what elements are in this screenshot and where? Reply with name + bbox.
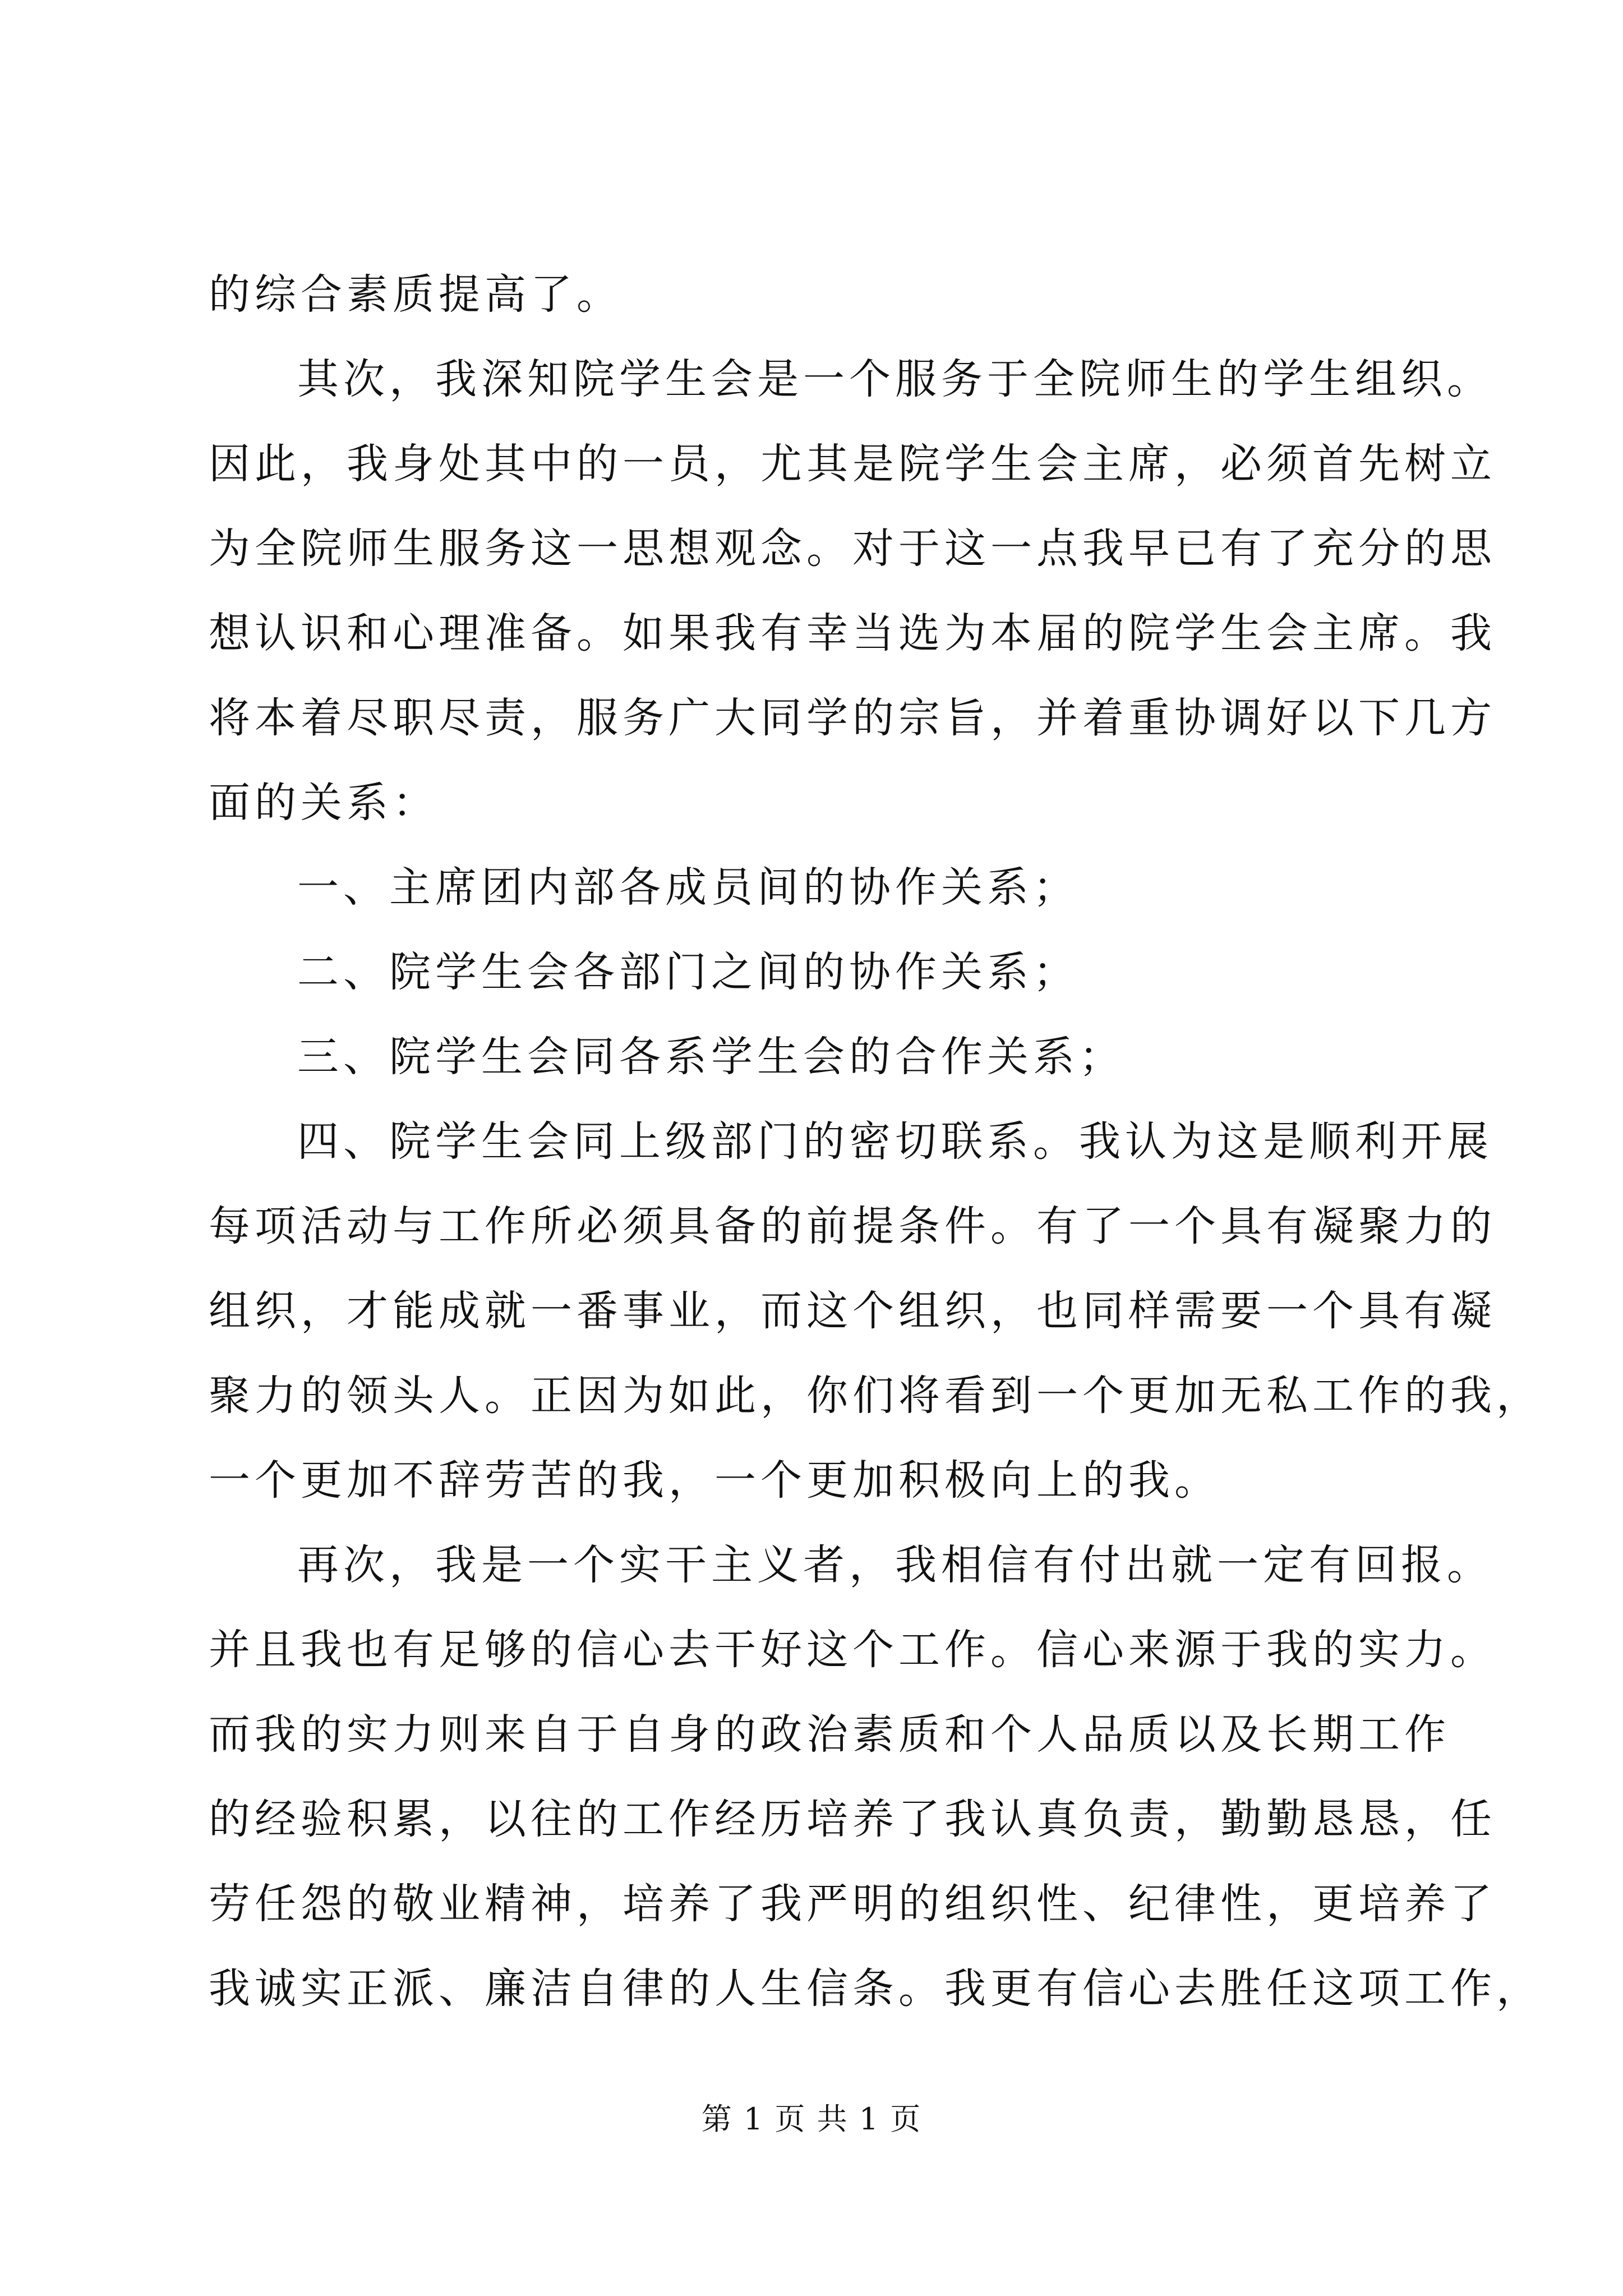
text-line-21: 我诚实正派、廉洁自律的人生信条。我更有信心去胜任这项工作， bbox=[209, 1964, 1542, 2013]
page-footer: 第 1 页 共 1 页 bbox=[701, 2101, 922, 2137]
text-line-6: 将本着尽职尽责，服务广大同学的宗旨，并着重协调好以下几方 bbox=[209, 694, 1496, 742]
text-line-5: 想认识和心理准备。如果我有幸当选为本届的院学生会主席。我 bbox=[209, 609, 1496, 657]
text-line-7: 面的关系： bbox=[209, 779, 439, 827]
text-line-17: 并且我也有足够的信心去干好这个工作。信心来源于我的实力。 bbox=[209, 1626, 1496, 1674]
text-line-15: 一个更加不辞劳苦的我，一个更加积极向上的我。 bbox=[209, 1456, 1220, 1504]
document-body bbox=[209, 252, 1542, 2031]
text-line-8: 一、主席团内部各成员间的协作关系； bbox=[297, 863, 1079, 912]
text-line-2: 其次，我深知院学生会是一个服务于全院师生的学生组织。 bbox=[297, 355, 1493, 403]
text-line-14: 聚力的领头人。正因为如此，你们将看到一个更加无私工作的我， bbox=[209, 1372, 1542, 1420]
text-line-12: 每项活动与工作所必须具备的前提条件。有了一个具有凝聚力的 bbox=[209, 1202, 1496, 1250]
text-line-11: 四、院学生会同上级部门的密切联系。我认为这是顺利开展 bbox=[297, 1117, 1493, 1166]
text-line-16: 再次，我是一个实干主义者，我相信有付出就一定有回报。 bbox=[297, 1541, 1493, 1589]
text-line-9: 二、院学生会各部门之间的协作关系； bbox=[297, 948, 1079, 996]
text-line-3: 因此，我身处其中的一员，尤其是院学生会主席，必须首先树立 bbox=[209, 440, 1496, 488]
text-line-1: 的综合素质提高了。 bbox=[209, 270, 623, 319]
text-line-4: 为全院师生服务这一思想观念。对于这一点我早已有了充分的思 bbox=[209, 524, 1496, 573]
text-line-13: 组织，才能成就一番事业，而这个组织，也同样需要一个具有凝 bbox=[209, 1287, 1496, 1335]
text-line-18: 而我的实力则来自于自身的政治素质和个人品质以及长期工作 bbox=[209, 1710, 1450, 1759]
text-line-19: 的经验积累，以往的工作经历培养了我认真负责，勤勤恳恳，任 bbox=[209, 1795, 1496, 1843]
text-line-20: 劳任怨的敬业精神，培养了我严明的组织性、纪律性，更培养了 bbox=[209, 1880, 1496, 1928]
text-line-10: 三、院学生会同各系学生会的合作关系； bbox=[297, 1033, 1125, 1081]
